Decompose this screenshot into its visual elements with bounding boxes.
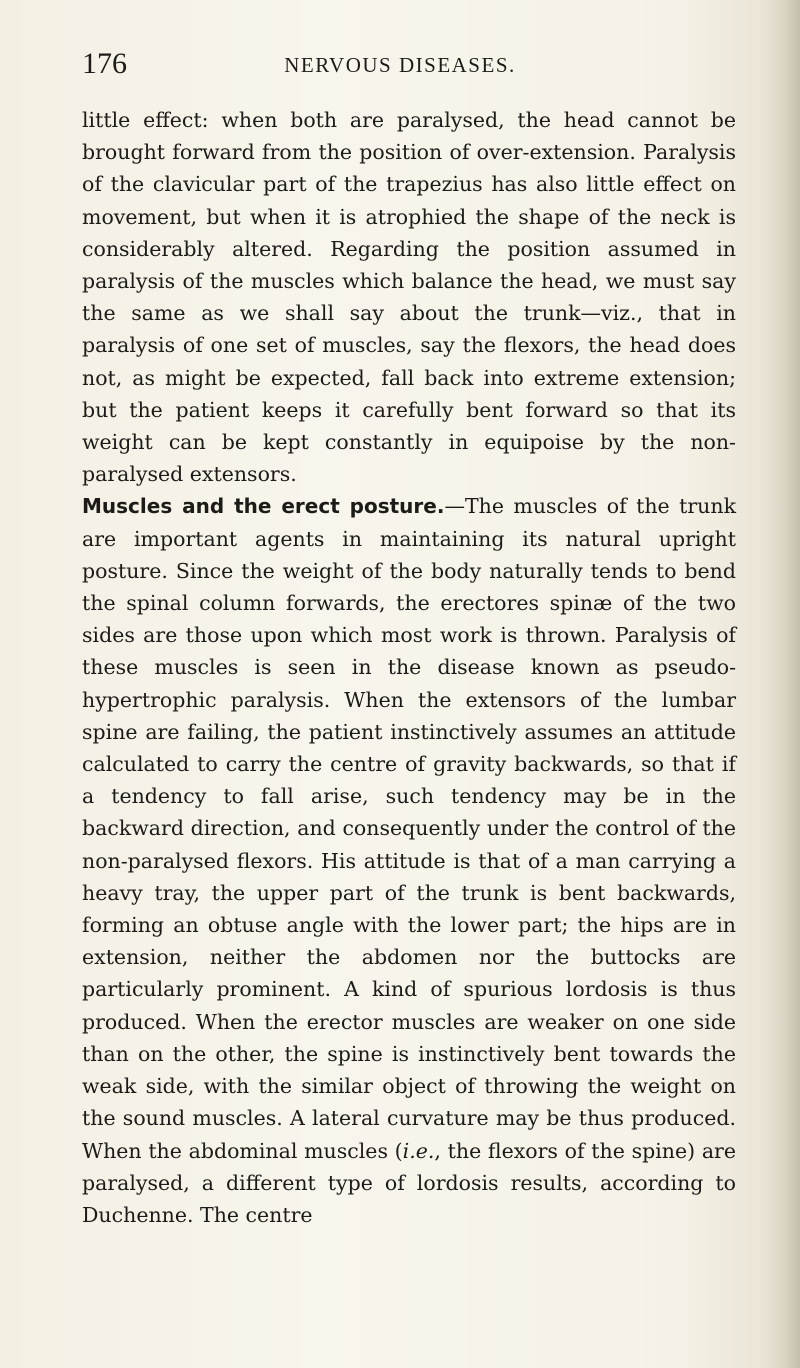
running-head: NERVOUS DISEASES. [284,53,516,77]
section-heading: Muscles and the erect posture. [82,494,445,519]
page-edge-shadow [760,0,800,1368]
body-text [82,104,736,1231]
page-header [82,44,718,84]
page-number: 176 [82,47,127,80]
section-text-end: , the flexors of the spine) are paralysed, a different type of lordosis results, according to Duchenne. The centre [82,1138,736,1227]
abbreviation: i.e. [402,1138,435,1163]
section-text: —The muscles of the trunk are important agents in maintaining its natural upright posture. Since the weight of the body naturally tends to bend the spinal column forwards, the erectores spinæ of the two sides are those upon which most work is thrown. Paralysis of these muscles is seen in the disease known as pseudo-hypertrophic paralysis. When the extensors of the lumbar spine are failing, the patient instinctively assumes an attitude calculated to carry the centre of gravity backwards, so that if a tendency to fall arise, such tendency may be in the backward direction, and consequently under the control of the non-paralysed flexors. His attitude is that of a man carrying a heavy tray, the upper part of the trunk is bent backwards, forming an obtuse angle with the lower part; the hips are in extension, neither the abdomen nor the buttocks are particularly prominent. A kind of spurious lordosis is thus produced. When the erector muscles are weaker on one side than on the other, the spine is instinctively bent towards the weak side, with the similar object of throwing the weight on the sound muscles. A lateral curvature may be thus produced. When the abdominal muscles ( [82,494,737,1163]
paragraph: little effect: when both are paralysed, the head cannot be brought forward from the position of over-extension. Paralysis of the clavicular part of the trapezius has also little effect on movement, but when it is atrophied the shape of the neck is considerably altered. Regarding the position assumed in paralysis of the muscles which balance the head, we must say the same as we shall say about the trunk—viz., that in paralysis of one set of muscles, say the flexors, the head does not, as might be expected, fall back into extreme extension; but the patient keeps it carefully bent forward so that its weight can be kept constantly in equipoise by the non-paralysed extensors. [82,108,736,487]
paragraph [82,490,736,1231]
